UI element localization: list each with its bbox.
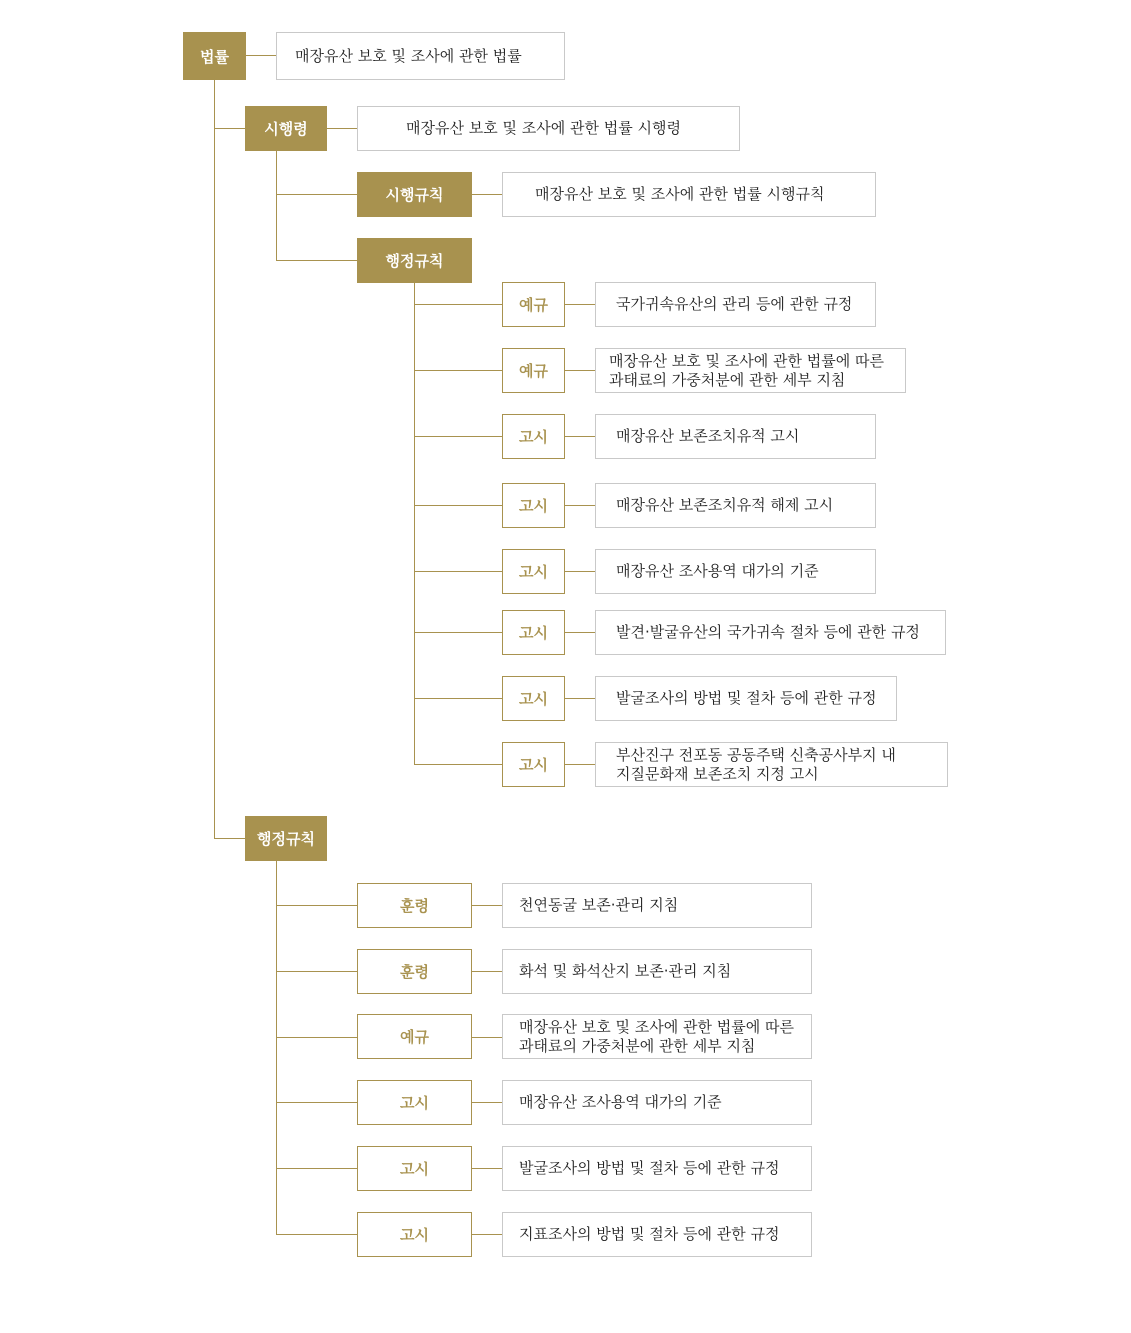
connector-line	[276, 1037, 357, 1038]
connector-line	[276, 905, 357, 906]
connector-line	[565, 632, 595, 633]
rule-type-tag: 고시	[502, 549, 565, 594]
law-tag: 법률	[183, 32, 246, 80]
connector-line	[565, 304, 595, 305]
connector-line	[414, 436, 502, 437]
decree-title-box: 매장유산 보호 및 조사에 관한 법률 시행령	[357, 106, 740, 151]
rules-tag: 시행규칙	[357, 172, 472, 217]
connector-line	[414, 283, 415, 765]
admin-rules-tag: 행정규칙	[357, 238, 472, 283]
rule-item-box: 발굴조사의 방법 및 절차 등에 관한 규정	[595, 676, 897, 721]
rule-item-box: 매장유산 보존조치유적 해제 고시	[595, 483, 876, 528]
rule-type-tag: 고시	[357, 1146, 472, 1191]
connector-line	[414, 304, 502, 305]
rule-item-box: 부산진구 전포동 공동주택 신축공사부지 내 지질문화재 보존조치 지정 고시	[595, 742, 948, 787]
rule-item-box: 발굴조사의 방법 및 절차 등에 관한 규정	[502, 1146, 812, 1191]
rule-item-box: 지표조사의 방법 및 절차 등에 관한 규정	[502, 1212, 812, 1257]
connector-line	[414, 505, 502, 506]
connector-line	[414, 571, 502, 572]
rule-type-tag: 고시	[502, 610, 565, 655]
connector-line	[276, 260, 357, 261]
connector-line	[327, 128, 357, 129]
connector-line	[276, 151, 277, 261]
connector-line	[565, 370, 595, 371]
rule-type-tag: 훈령	[357, 949, 472, 994]
rule-item-box: 매장유산 보존조치유적 고시	[595, 414, 876, 459]
connector-line	[472, 905, 502, 906]
connector-line	[214, 838, 245, 839]
connector-line	[276, 194, 357, 195]
connector-line	[565, 436, 595, 437]
connector-line	[414, 370, 502, 371]
connector-line	[472, 1234, 502, 1235]
rule-item-box: 매장유산 조사용역 대가의 기준	[595, 549, 876, 594]
rule-type-tag: 고시	[357, 1212, 472, 1257]
connector-line	[276, 1234, 357, 1235]
rule-item-box: 화석 및 화석산지 보존·관리 지침	[502, 949, 812, 994]
connector-line	[472, 1168, 502, 1169]
connector-line	[414, 764, 502, 765]
rule-type-tag: 예규	[357, 1014, 472, 1059]
rule-type-tag: 훈령	[357, 883, 472, 928]
rule-item-box: 천연동굴 보존·관리 지침	[502, 883, 812, 928]
connector-line	[276, 1102, 357, 1103]
rule-item-box: 발견·발굴유산의 국가귀속 절차 등에 관한 규정	[595, 610, 946, 655]
connector-line	[214, 80, 215, 838]
rule-item-box: 국가귀속유산의 관리 등에 관한 규정	[595, 282, 876, 327]
connector-line	[414, 698, 502, 699]
connector-line	[565, 505, 595, 506]
connector-line	[414, 632, 502, 633]
rule-type-tag: 고시	[502, 414, 565, 459]
rule-item-box: 매장유산 보호 및 조사에 관한 법률에 따른 과태료의 가중처분에 관한 세부 지침	[595, 348, 906, 393]
connector-line	[472, 971, 502, 972]
connector-line	[276, 971, 357, 972]
rule-type-tag: 고시	[502, 742, 565, 787]
connector-line	[472, 1037, 502, 1038]
rule-item-box: 매장유산 조사용역 대가의 기준	[502, 1080, 812, 1125]
rule-item-box: 매장유산 보호 및 조사에 관한 법률에 따른 과태료의 가중처분에 관한 세부 지침	[502, 1014, 812, 1059]
rule-type-tag: 고시	[502, 676, 565, 721]
connector-line	[565, 698, 595, 699]
connector-line	[246, 55, 276, 56]
decree-tag: 시행령	[245, 106, 327, 151]
rule-type-tag: 예규	[502, 282, 565, 327]
rules-title-box: 매장유산 보호 및 조사에 관한 법률 시행규칙	[502, 172, 876, 217]
connector-line	[472, 1102, 502, 1103]
rule-type-tag: 예규	[502, 348, 565, 393]
rule-type-tag: 고시	[357, 1080, 472, 1125]
admin-rules-tag: 행정규칙	[245, 816, 327, 861]
connector-line	[276, 1168, 357, 1169]
connector-line	[472, 194, 502, 195]
connector-line	[565, 571, 595, 572]
connector-line	[565, 764, 595, 765]
connector-line	[214, 128, 245, 129]
rule-type-tag: 고시	[502, 483, 565, 528]
connector-line	[276, 861, 277, 1234]
law-title-box: 매장유산 보호 및 조사에 관한 법률	[276, 32, 565, 80]
